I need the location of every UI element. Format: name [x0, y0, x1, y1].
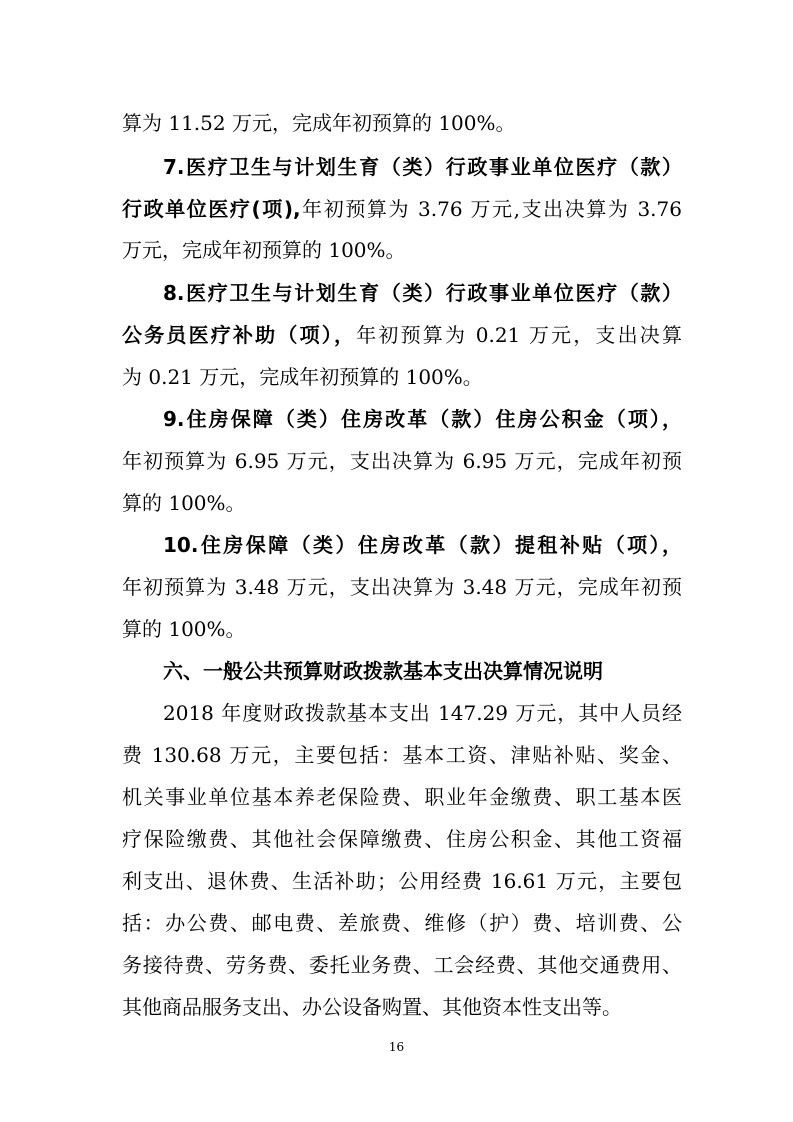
section-heading: 7.医疗卫生与计划生育（类）行政事业单位医疗（款） — [163, 155, 682, 179]
chapter-heading: 六、一般公共预算财政拨款基本支出决算情况说明 — [163, 659, 603, 683]
paragraph-line: 算的 100%。 — [122, 617, 246, 641]
paragraph-line: 利支出、退休费、生活补助；公用经费 16.61 万元，主要包 — [122, 869, 682, 893]
paragraph-line: 年初预算为 6.95 万元，支出决算为 6.95 万元，完成年初预 — [122, 449, 682, 473]
paragraph-line: 行政单位医疗(项),年初预算为 3.76 万元,支出决算为 3.76 — [122, 197, 682, 221]
paragraph-line: 公务员医疗补助（项），年初预算为 0.21 万元，支出决算 — [122, 323, 683, 347]
paragraph-line: 万元，完成年初预算的 100%。 — [122, 238, 406, 262]
section-heading-cont: 公务员医疗补助（项）， — [122, 323, 357, 347]
paragraph-line: 务接待费、劳务费、委托业务费、工会经费、其他交通费用、 — [122, 953, 682, 977]
paragraph-line: 为 0.21 万元，完成年初预算的 100%。 — [122, 365, 483, 389]
paragraph-line: 疗保险缴费、其他社会保障缴费、住房公积金、其他工资福 — [122, 827, 682, 851]
page-number: 16 — [388, 1040, 405, 1054]
section-heading: 10.住房保障（类）住房改革（款）提租补贴（项）， — [163, 533, 682, 557]
paragraph-line: 其他商品服务支出、办公设备购置、其他资本性支出等。 — [122, 995, 622, 1019]
paragraph-line: 算为 11.52 万元，完成年初预算的 100%。 — [122, 111, 516, 135]
paragraph-line: 机关事业单位基本养老保险费、职业年金缴费、职工基本医 — [122, 785, 682, 809]
paragraph-line: 年初预算为 3.48 万元，支出决算为 3.48 万元，完成年初预 — [122, 575, 682, 599]
section-heading-cont: 行政单位医疗(项), — [122, 197, 301, 221]
paragraph-line: 费 130.68 万元，主要包括：基本工资、津贴补贴、奖金、 — [122, 743, 682, 767]
paragraph-line: 算的 100%。 — [122, 491, 246, 515]
section-heading: 9.住房保障（类）住房改革（款）住房公积金（项）， — [163, 407, 682, 431]
paragraph-line: 2018 年度财政拨款基本支出 147.29 万元，其中人员经 — [163, 701, 682, 725]
section-heading: 8.医疗卫生与计划生育（类）行政事业单位医疗（款） — [163, 281, 682, 305]
paragraph-line: 括：办公费、邮电费、差旅费、维修（护）费、培训费、公 — [122, 911, 682, 935]
